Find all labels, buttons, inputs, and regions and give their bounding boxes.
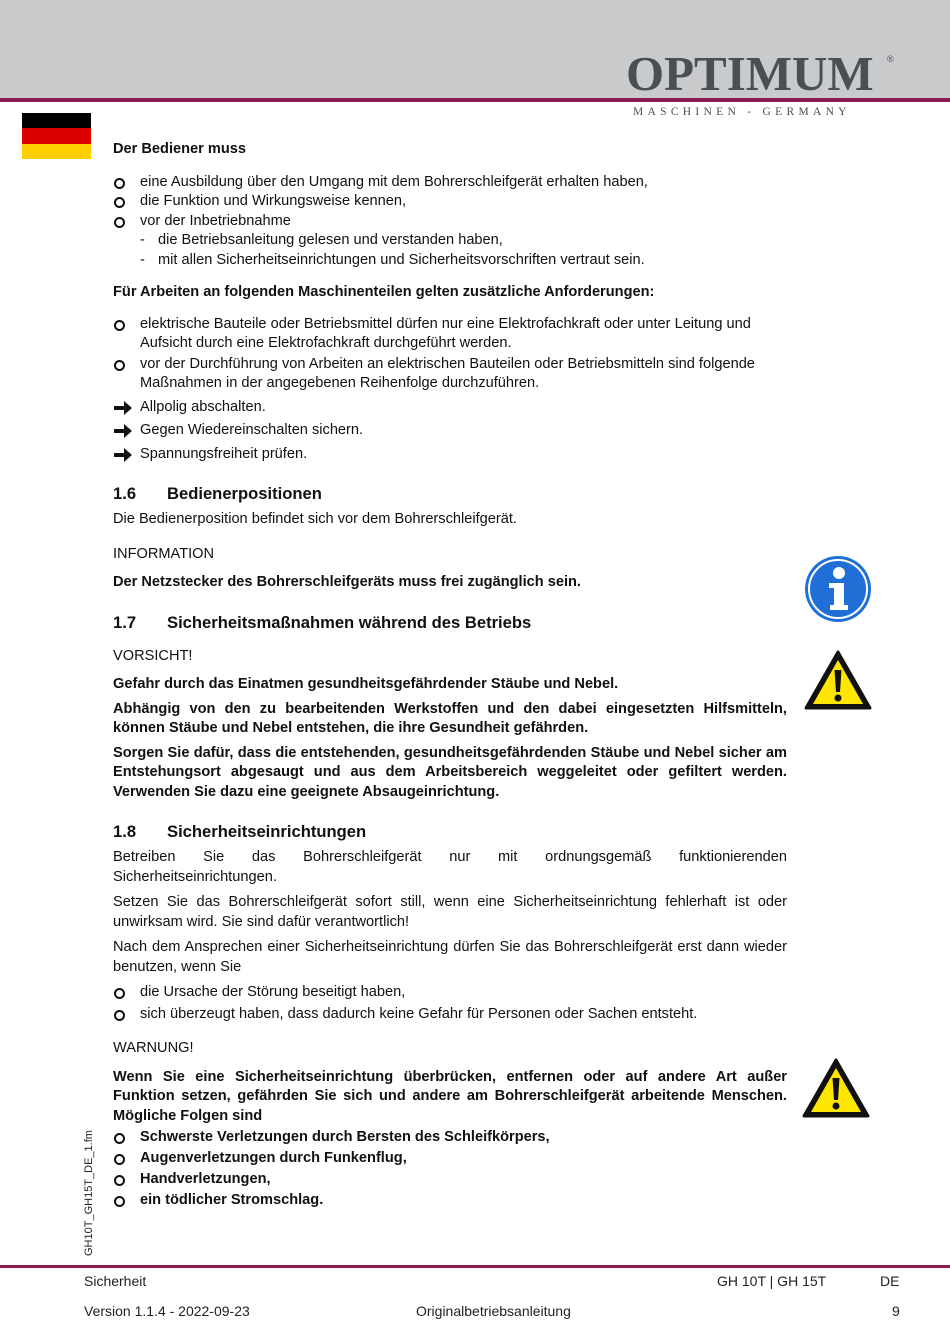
list-item: Handverletzungen, <box>113 1170 787 1190</box>
list-item: - die Betriebsanleitung gelesen und verstanden haben, <box>140 232 503 248</box>
list-item: elektrische Bauteile oder Betriebsmittel dürfen nur eine Elektrofachkraft oder unter Leitung und Aufsicht durch eine Elektrofachkraft durchgeführt werden. <box>113 315 787 354</box>
arrow-right-icon <box>113 423 133 439</box>
brand-logo: OPTIMUM <box>626 46 874 101</box>
bullet-icon <box>114 197 125 208</box>
list-item: ein tödlicher Stromschlag. <box>113 1191 787 1211</box>
bullet-icon <box>114 1010 125 1021</box>
operator-position-text: Die Bedienerposition befindet sich vor dem Bohrerschleifgerät. <box>113 511 517 527</box>
bullet-icon <box>114 1175 125 1186</box>
list-item: Augenverletzungen durch Funkenflug, <box>113 1149 787 1169</box>
footer-doc-type: Originalbetriebsanleitung <box>416 1303 571 1319</box>
bullet-icon <box>114 1133 125 1144</box>
bullet-icon <box>114 178 125 189</box>
caution-text: Sorgen Sie dafür, dass die entstehenden, gesundheitsgefährdenden Stäube und Nebel sicher am Entstehungsort abgesaugt und aus dem Arbeitsbereich weggeleitet oder gefiltert werden. Verwenden Sie dazu eine geeignete Absaugeinrichtung. <box>113 744 787 800</box>
bullet-icon <box>114 320 125 331</box>
list-item: eine Ausbildung über den Umgang mit dem Bohrerschleifgerät erhalten haben, <box>113 173 787 193</box>
requirements-list <box>113 315 787 394</box>
list-item: vor der Inbetriebnahme <box>113 212 787 232</box>
list-item: Gegen Wiedereinschalten sichern. <box>113 421 787 441</box>
list-item: Allpolig abschalten. <box>113 398 787 418</box>
bullet-icon <box>114 1154 125 1165</box>
bullet-icon <box>114 360 125 371</box>
page-content <box>113 140 787 1211</box>
bullet-icon <box>114 988 125 999</box>
warning-triangle-icon <box>802 1058 870 1119</box>
footer-divider <box>0 1265 950 1268</box>
list-item: die Ursache der Störung beseitigt haben, <box>113 983 787 1003</box>
caution-text: Abhängig von den zu bearbeitenden Werkstoffen und den dabei eingesetzten Hilfsmitteln, können Stäube und Nebel entstehen, die ihre Gesundheit gefährden. <box>113 700 787 736</box>
footer-version: Version 1.1.4 - 2022-09-23 <box>84 1303 250 1319</box>
footer-models: GH 10T | GH 15T <box>717 1273 827 1289</box>
list-item: die Funktion und Wirkungsweise kennen, <box>113 192 787 212</box>
footer-section: Sicherheit <box>84 1273 147 1289</box>
warning-triangle-icon <box>804 650 872 711</box>
list-item: vor der Durchführung von Arbeiten an elektrischen Bauteilen oder Betriebsmitteln sind folgende Maßnahmen in der angegebenen Reihenfolge durchzuführen. <box>113 355 787 394</box>
registered-mark: ® <box>887 54 894 64</box>
list-item: Spannungsfreiheit prüfen. <box>113 445 787 465</box>
file-name-label: GH10T_GH15T_DE_1.fm <box>83 1130 95 1256</box>
information-icon <box>804 555 872 623</box>
section-heading-1-8: 1.8 Sicherheitseinrichtungen <box>113 822 367 841</box>
list-item: Schwerste Verletzungen durch Bersten des Schleifkörpers, <box>113 1128 787 1148</box>
bullet-icon <box>114 1196 125 1207</box>
warning-text: Wenn Sie eine Sicherheitseinrichtung überbrücken, entfernen oder auf andere Art außer Funktion setzen, gefährden Sie sich und andere am Bohrerschleifgerät arbeitende Menschen. Mögliche Folgen sind <box>113 1068 787 1124</box>
safety-device-text: Setzen Sie das Bohrerschleifgerät sofort still, wenn eine Sicherheitseinrichtung fehlerhaft ist oder unwirksam wird. Sie sind dafür verantwortlich! <box>113 894 787 930</box>
safety-device-list <box>113 983 787 1024</box>
operator-heading: Der Bediener muss <box>113 141 247 157</box>
consequences-list <box>113 1128 787 1211</box>
safety-device-text: Nach dem Ansprechen einer Sicherheitseinrichtung dürfen Sie das Bohrerschleifgerät erst dann wieder benutzen, wenn Sie <box>113 939 787 975</box>
section-heading-1-6: 1.6 Bedienerpositionen <box>113 484 322 503</box>
caution-label: VORSICHT! <box>113 647 193 664</box>
requirements-heading: Für Arbeiten an folgenden Maschinenteilen gelten zusätzliche Anforderungen: <box>113 284 655 300</box>
operator-sublist <box>113 231 787 270</box>
list-item: - mit allen Sicherheitseinrichtungen und Sicherheitsvorschriften vertraut sein. <box>140 251 645 268</box>
information-text: Der Netzstecker des Bohrerschleifgeräts muss frei zugänglich sein. <box>113 574 581 590</box>
steps-list <box>113 398 787 465</box>
warning-label: WARNUNG! <box>113 1040 194 1056</box>
caution-text: Gefahr durch das Einatmen gesundheitsgefährdender Stäube und Nebel. <box>113 676 619 692</box>
footer-language: DE <box>880 1273 900 1289</box>
german-flag-icon <box>22 113 91 159</box>
list-item: sich überzeugt haben, dass dadurch keine Gefahr für Personen oder Sachen entsteht. <box>113 1005 787 1025</box>
arrow-right-icon <box>113 400 133 416</box>
section-heading-1-7: 1.7 Sicherheitsmaßnahmen während des Betriebs <box>113 612 532 632</box>
bullet-icon <box>114 217 125 228</box>
arrow-right-icon <box>113 447 133 463</box>
brand-tagline: MASCHINEN - GERMANY <box>633 106 851 118</box>
safety-device-text: Betreiben Sie das Bohrerschleifgerät nur mit ordnungsgemäß funktionierenden Sicherheitseinrichtungen. <box>113 849 787 885</box>
operator-list <box>113 173 787 232</box>
page-number: 9 <box>892 1303 900 1319</box>
information-label: INFORMATION <box>113 545 215 562</box>
